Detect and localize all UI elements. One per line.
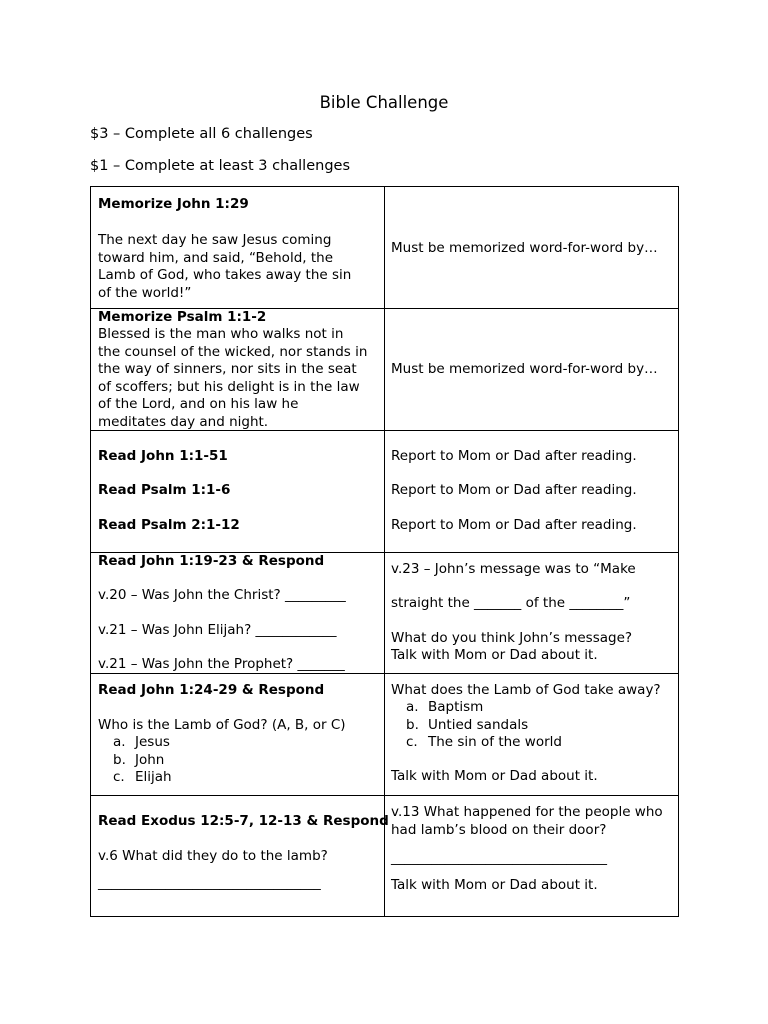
verse-text: Blessed is the man who walks not in the counsel of the wicked, nor stands in the way of sinners, nor sits in the seat of scoffers; but his delight is in the law of the Lord, and on his law he meditates day and night. [98,326,368,430]
challenge-row-reading [91,431,678,553]
question: v.21 – Was John Elijah? ____________ [98,622,337,638]
reading-item: Read John 1:1-51 [98,448,228,464]
report-instruction: Report to Mom or Dad after reading. [391,517,637,533]
challenge-table [90,186,679,917]
reading-item: Read Psalm 1:1-6 [98,482,231,498]
challenge-heading: Memorize Psalm 1:1-2 [98,309,267,325]
response-line: Talk with Mom or Dad about it. [391,647,598,663]
report-instruction: Report to Mom or Dad after reading. [391,448,637,464]
response-line: straight the _______ of the ________” [391,595,631,611]
answer-blank: _________________________________ [98,875,321,891]
reading-item: Read Psalm 2:1-12 [98,517,240,533]
question: v.21 – Was John the Prophet? _______ [98,656,345,672]
reward-line-3: $3 – Complete all 6 challenges [90,126,313,142]
challenge-heading: Memorize John 1:29 [98,196,249,212]
report-instruction: Report to Mom or Dad after reading. [391,482,637,498]
challenge-row-exodus [91,796,678,916]
instruction-text: Must be memorized word-for-word by… [391,361,658,377]
challenge-heading: Read John 1:19-23 & Respond [98,553,325,569]
question: v.13 What happened for the people who had lamb’s blood on their door? [391,804,663,838]
challenge-heading: Read John 1:24-29 & Respond [98,682,325,698]
answer-blank: ________________________________ [391,850,607,866]
answer-options: a. Baptism b. Untied sandals c. The sin of the world [406,699,562,750]
challenge-row-john-1-24 [91,674,678,796]
challenge-heading: Read Exodus 12:5-7, 12-13 & Respond [98,813,389,829]
question: v.20 – Was John the Christ? _________ [98,587,346,603]
instruction-text: Must be memorized word-for-word by… [391,240,658,256]
question: What does the Lamb of God take away? [391,682,661,698]
talk-instruction: Talk with Mom or Dad about it. [391,768,598,784]
response-line: v.23 – John’s message was to “Make [391,561,636,577]
verse-text: The next day he saw Jesus coming toward him, and said, “Behold, the Lamb of God, who takes away the sin of the world!” [98,232,352,301]
question: v.6 What did they do to the lamb? [98,848,328,864]
page-title: Bible Challenge [319,93,449,112]
challenge-row-memorize-psalm [91,309,678,431]
reward-line-1: $1 – Complete at least 3 challenges [90,158,351,174]
challenge-row-john-1-19 [91,553,678,674]
talk-instruction: Talk with Mom or Dad about it. [391,877,598,893]
question: Who is the Lamb of God? (A, B, or C) [98,717,346,733]
challenge-row-memorize-john [91,187,678,309]
response-line: What do you think John’s message? [391,630,633,646]
answer-options: a. Jesus b. John c. Elijah [113,734,172,785]
